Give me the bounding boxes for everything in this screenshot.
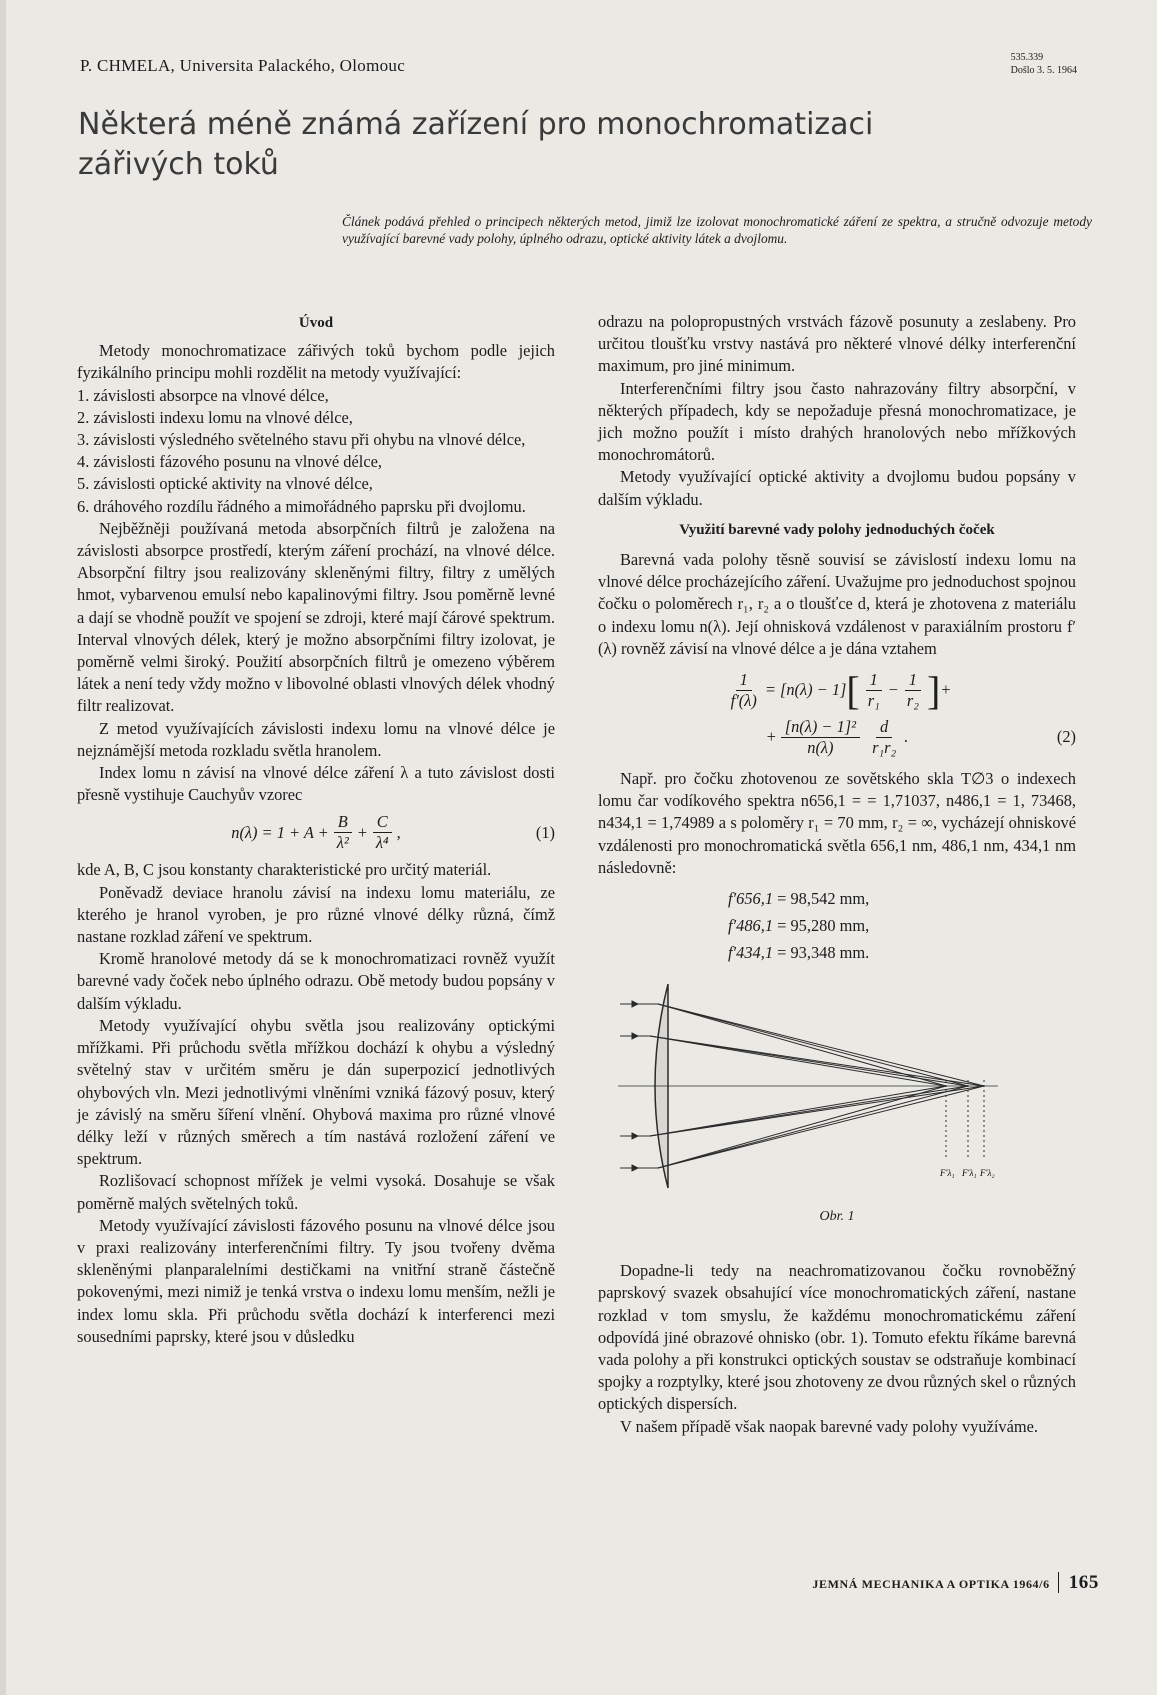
- fraction-numerator: B: [334, 812, 352, 833]
- list-item: 4. závislosti fázového posunu na vlnové délce,: [77, 452, 382, 472]
- bracket-close: ]: [926, 667, 941, 713]
- fraction: [781, 717, 860, 758]
- paragraph: Interferenčními filtry jsou často nahrazovány filtry absorpční, v některých případech, kdy se nepožaduje přesná monochromatizace, je jich možno použít i místo drahých hranolových nebo mřížkových monochromátorů.: [598, 378, 1076, 465]
- focal-value: = 98,542 mm,: [777, 889, 870, 909]
- fraction-numerator: d: [876, 717, 892, 738]
- operator: +: [765, 727, 777, 747]
- list-item: 3. závislosti výsledného světelného stavu při ohybu na vlnové délce,: [77, 430, 526, 450]
- equation-cauchy: [77, 812, 555, 853]
- left-column: [77, 312, 555, 1348]
- fraction-denominator: λ²: [336, 833, 349, 853]
- equation-punctuation: ,: [396, 822, 401, 842]
- paragraph: Rozlišovací schopnost mřížek je velmi vysoká. Dosahuje se však poměrně malých světelných toků.: [77, 1171, 555, 1213]
- fraction-denominator: r₂: [906, 691, 919, 711]
- paragraph: Metody využívající optické aktivity a dvojlomu budou popsány v dalším výkladu.: [598, 467, 1076, 509]
- paragraph: Metody využívající ohybu světla jsou realizovány optickými mřížkami. Při průchodu světla mřížkou dochází k ohybu a výsledný světelný stav v určitém směru je dán superpozicí jednotlivých ohybových vln. Mezi jednotlivými vlněními vzniká fázový posuv, který je závislý na směru šíření vlnění. Ohybová maxima pro různé vlnové délky leží v různých směrech a tím nastává rozložení záření ve spektrum.: [77, 1015, 555, 1169]
- udc-code: 535.339: [1010, 52, 1044, 63]
- fraction: [333, 812, 353, 853]
- journal-name: JEMNÁ MECHANIKA A OPTIKA 1964/6: [812, 1577, 1050, 1591]
- article-title: Některá méně známá zařízení pro monochromatizaci zářivých toků: [78, 107, 874, 182]
- fraction-numerator: 1: [736, 670, 752, 691]
- fraction: [372, 812, 393, 853]
- fraction-numerator: C: [373, 812, 392, 833]
- fraction: [903, 670, 923, 711]
- fraction-numerator: [n(λ) − 1]²: [781, 717, 860, 738]
- article-meta: [1011, 51, 1077, 77]
- list-item: 1. závislosti absorpce na vlnové délce,: [77, 385, 329, 405]
- list-item: 5. závislosti optické aktivity na vlnové délce,: [77, 474, 373, 494]
- focal-label: f′656,1: [728, 889, 774, 909]
- right-column: [598, 311, 1076, 1438]
- page-gutter: [0, 0, 6, 1695]
- lens-ray-diagram: [598, 976, 1076, 1206]
- fraction: [868, 717, 900, 758]
- focal-length-row: [728, 885, 1076, 912]
- paragraph: Poněvadž deviace hranolu závisí na indexu lomu materiálu, ze kterého je hranol vyroben, je pro různé vlnové délky různá, čímž nastane rozklad záření ve spektrum.: [77, 882, 555, 947]
- equation-number: (2): [1056, 727, 1076, 747]
- focus-label: F′λ₁: [940, 1168, 955, 1179]
- paragraph: Dopadne-li tedy na neachromatizovanou čočku rovnoběžný paprskový svazek obsahující více monochromatických záření, nastane rozklad v tom smyslu, že každému monochromatickému záření odpovídá jiné obrazové ohnisko (obr. 1). Tomuto efektu říkáme barevná vada polohy a při konstrukci optických soustav se odstraňuje kombinací spojky a rozptylky, které jsou zhotoveny ze dvou různých skel o různých optických dispersích.: [598, 1261, 1076, 1414]
- focal-length-row: [728, 939, 1076, 966]
- page-number: 165: [1058, 1572, 1099, 1593]
- fraction-denominator: r₁: [867, 691, 880, 711]
- paragraph: odrazu na polopropustných vrstvách fázově posunuty a zeslabeny. Pro určitou tloušťku vrstvy nastává pro některé vlnové délky interferenční maximum, pro jiné minimum.: [598, 312, 1076, 376]
- paragraph: kde A, B, C jsou konstanty charakteristické pro určitý materiál.: [77, 860, 492, 880]
- figure-lens-diagram: [598, 976, 1076, 1206]
- paragraph: Např. pro čočku zhotovenou ze sovětského skla T∅3 o indexech lomu čar vodíkového spektra n656,1 = = 1,71037, n486,1 = 1, 73468, n434,1 = 1,74989 a s poloměry r₁ = 70 mm, r₂ = ∞, vycházejí ohniskové vzdálenosti pro monochromatická světla 656,1 nm, 486,1 nm, 434,1 nm následovně:: [598, 769, 1076, 877]
- focal-label: f′434,1: [728, 943, 774, 963]
- equation-number: (1): [535, 822, 555, 842]
- figure-caption: Obr. 1: [819, 1209, 855, 1225]
- focal-length-row: [728, 912, 1076, 939]
- fraction: [727, 670, 761, 711]
- equation-punctuation: .: [904, 727, 909, 747]
- operator: +: [356, 822, 368, 842]
- section-heading-chromatic: Využití barevné vady polohy jednoduchých čoček: [679, 521, 995, 538]
- focus-label: F′λ₂: [980, 1168, 995, 1179]
- focus-label: F′λ₁: [962, 1168, 977, 1179]
- page-footer: [812, 1572, 1099, 1594]
- paragraph: Metody využívající závislosti fázového posunu na vlnové délce jsou v praxi realizovány interferenčními filtry. Ty jsou tvořeny dvěma skleněnými planparalelními destičkami na vnitřní straně částečně pokovenými, mezi nimiž je tenká vrstva o indexu lomu menším, nežli je index lomu skla. Při průchodu světla dochází k interferenci mezi sousedními paprsky, které jsou v důsledku: [77, 1215, 555, 1346]
- focal-value: = 93,348 mm.: [777, 943, 870, 963]
- equation-term: = [n(λ) − 1]: [764, 680, 847, 700]
- focal-lengths: [728, 885, 1076, 966]
- method-list: [77, 385, 555, 518]
- equation-focal-line2: [598, 717, 1076, 758]
- fraction-denominator: λ⁴: [375, 833, 389, 853]
- fraction-denominator: n(λ): [807, 738, 834, 758]
- fraction: [864, 670, 884, 711]
- fraction-numerator: 1: [905, 670, 921, 691]
- fraction-denominator: r₁r₂: [872, 738, 897, 758]
- received-date: Došlo 3. 5. 1964: [1010, 65, 1077, 76]
- article-abstract: Článek podává přehled o principech některých metod, jimiž lze izolovat monochromatické záření ze spektra, a stručně odvozuje metody využívající barevné vady polohy, úplného odrazu, optické aktivity látek a dvojlomu.: [342, 214, 1092, 246]
- paragraph: Index lomu n závisí na vlnové délce záření λ a tuto závislost dosti přesně vystihuje Cauchyův vzorec: [77, 763, 555, 805]
- operator: −: [887, 680, 899, 700]
- paragraph: Barevná vada polohy těsně souvisí se závislostí indexu lomu na vlnové délce procházejícího záření. Uvažujme pro jednoduchost spojnou čočku o poloměrech r₁, r₂ a o tloušťce d, která je zhotovena z materiálu o indexu lomu n(λ). Její ohnisková vzdálenost v paraxiálním prostoru f′(λ) rovněž závisí na vlnové délce a je dána vztahem: [598, 550, 1076, 658]
- fraction-numerator: 1: [866, 670, 882, 691]
- author-line: P. CHMELA, Universita Palackého, Olomouc: [80, 56, 406, 75]
- section-heading-intro: Úvod: [298, 315, 334, 331]
- operator: +: [940, 680, 952, 700]
- bracket-open: [: [846, 667, 860, 713]
- fraction-denominator: f′(λ): [730, 691, 757, 711]
- equation-focal-line1: [598, 667, 1076, 713]
- focal-value: = 95,280 mm,: [777, 916, 870, 936]
- intro-paragraph: Metody monochromatizace zářivých toků bychom podle jejich fyzikálního principu mohli rozdělit na metody využívající:: [77, 341, 555, 383]
- paragraph: Kromě hranolové metody dá se k monochromatizaci rovněž využít barevné vady čoček nebo úplného odrazu. Obě metody budou popsány v dalším výkladu.: [77, 949, 555, 1013]
- equation-lhs: n(λ) = 1 + A +: [231, 822, 329, 842]
- list-item: 2. závislosti indexu lomu na vlnové délce,: [77, 407, 353, 427]
- paragraph: V našem případě však naopak barevné vady polohy využíváme.: [620, 1416, 1038, 1436]
- list-item: 6. dráhového rozdílu řádného a mimořádného paprsku při dvojlomu.: [77, 496, 526, 516]
- paragraph: Z metod využívajících závislosti indexu lomu na vlnové délce je nejznámější metoda rozkladu světla hranolem.: [77, 718, 555, 760]
- focal-label: f′486,1: [728, 916, 774, 936]
- paragraph: Nejběžněji používaná metoda absorpčních filtrů je založena na závislosti absorpce prostředí, kterým záření prochází, na vlnové délce. Absorpční filtry jsou realizovány skleněnými filtry, filtry z umělých hmot, vybarvenou emulsí nebo kapalinovými filtry. Jsou poměrně levné a dají se vhodně použít ve spojení se zdroji, které mají čárové spektrum. Interval vlnových délek, který je možno absorpčními filtry izolovat, je poměrně velmi široký. Použití absorpčních filtrů je omezeno výběrem látek a není tedy vždy možno v libovolné oblasti vlnových délek vhodný filtr realizovat.: [77, 518, 555, 716]
